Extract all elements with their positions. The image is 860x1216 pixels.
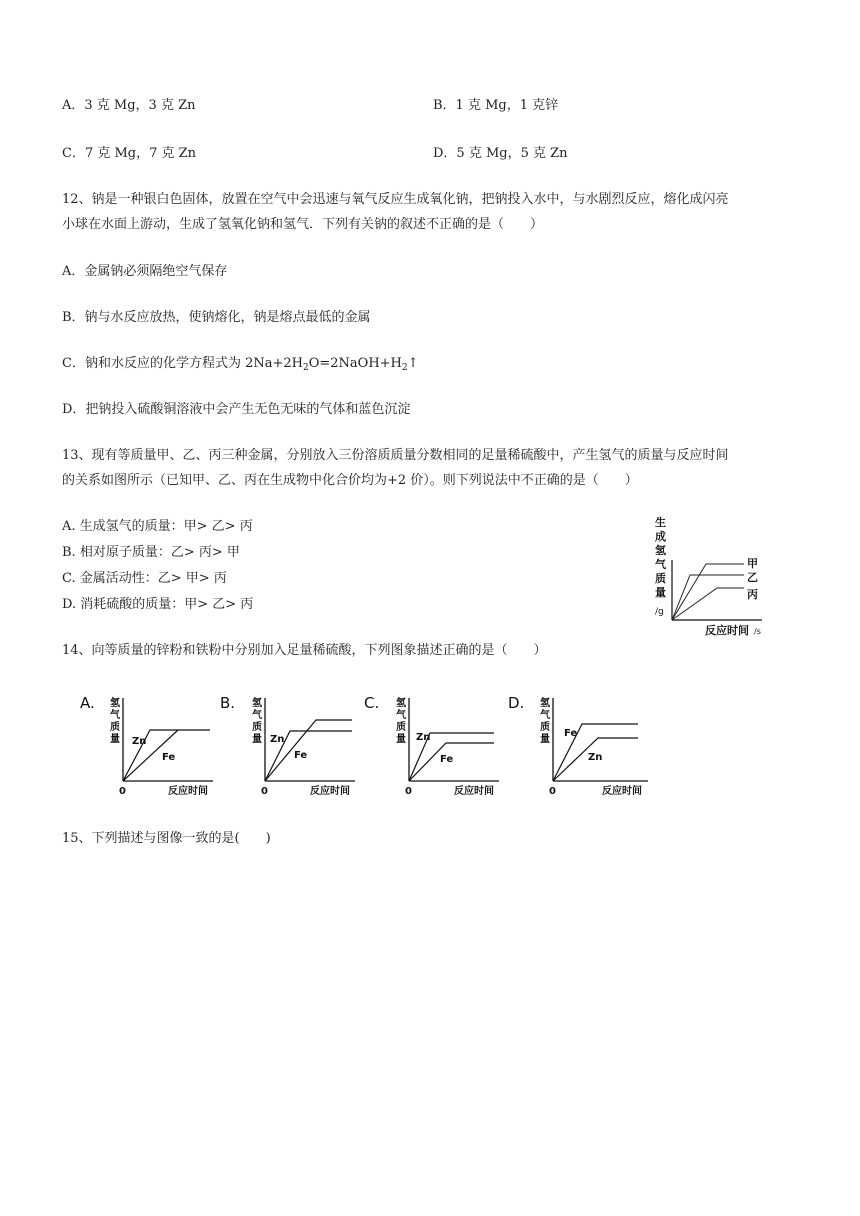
q14-graph-a-lower-label: Fe (162, 752, 176, 763)
q14-graph-b-y3: 质 (252, 722, 262, 733)
q13-stem-line2: 的关系如图所示（已知甲、乙、丙在生成物中化合价均为+2 价）。则下列说法中不正确的是（ ） (62, 473, 638, 488)
q13-x-unit: /s (754, 627, 761, 636)
q12-option-a: A．金属钠必须隔绝空气保存 (62, 264, 228, 279)
q14-graph-d-origin: 0 (549, 786, 556, 797)
q12-stem-line1: 12、钠是一种银白色固体，放置在空气中会迅速与氧气反应生成氧化钠，把钠投入水中，与水剧烈反应，熔化成闪亮 (62, 192, 729, 207)
q12-option-c-mid: O=2NaOH+H (308, 356, 402, 371)
q14-graph-d (506, 688, 656, 803)
q13-y-char-2: 成 (655, 530, 666, 543)
q14-graph-c (362, 688, 507, 803)
q12-option-c-prefix: C．钠和水反应的化学方程式为 2Na+2H (62, 356, 303, 371)
q13-series-jia: 甲 (747, 557, 758, 570)
q14-graph-c-origin: 0 (405, 786, 412, 797)
q14-graph-b (218, 688, 363, 803)
q14-graph-c-y4: 量 (396, 734, 406, 745)
q13-graph (650, 512, 775, 640)
q14-graph-a (78, 688, 223, 803)
q11-option-a: A．3 克 Mg，3 克 Zn (62, 98, 196, 113)
q14-graph-d-letter: D. (508, 694, 525, 712)
q13-y-char-3: 氢 (655, 544, 666, 557)
q15-stem: 15、下列描述与图像一致的是( ) (62, 831, 271, 846)
q14-graph-d-y1: 氢 (540, 698, 550, 709)
q14-graph-c-x-label: 反应时间 (454, 786, 494, 797)
q14-graph-c-lower-label: Fe (440, 754, 454, 765)
q12-option-c-arrow: ↑ (407, 356, 419, 371)
q13-stem-line1: 13、现有等质量甲、乙、丙三种金属，分别放入三份溶质质量分数相同的足量稀硫酸中，产生氢气的质量与反应时间 (62, 448, 729, 463)
q14-graph-d-x-label: 反应时间 (602, 786, 642, 797)
q12-option-c (62, 355, 419, 377)
q14-graph-a-y1: 氢 (110, 698, 120, 709)
q14-graph-b-line-upper (265, 720, 352, 781)
q14-graph-b-letter: B. (220, 694, 236, 712)
q14-graph-c-y3: 质 (396, 722, 406, 733)
q13-line-yi (672, 575, 744, 620)
q11-option-d: D．5 克 Mg，5 克 Zn (433, 146, 568, 161)
q11-option-c: C．7 克 Mg，7 克 Zn (62, 146, 197, 161)
q13-series-yi: 乙 (747, 571, 758, 584)
q14-graph-c-y1: 氢 (396, 698, 406, 709)
q14-graph-a-y4: 量 (110, 734, 120, 745)
q13-y-char-6: 量 (655, 586, 666, 599)
q14-graph-b-y2: 气 (252, 710, 262, 721)
q12-option-d: D．把钠投入硫酸铜溶液中会产生无色无味的气体和蓝色沉淀 (62, 402, 411, 417)
q14-graph-b-y1: 氢 (252, 698, 262, 709)
q14-graph-b-lower-label: Fe (294, 750, 308, 761)
q14-graph-b-y4: 量 (252, 734, 262, 745)
q13-option-b: B. 相对原子质量：乙> 丙> 甲 (62, 545, 240, 560)
q14-graph-d-y4: 量 (540, 734, 550, 745)
q14-graph-d-upper-label: Fe (564, 728, 578, 739)
q14-graph-d-y2: 气 (540, 710, 550, 721)
q13-option-a: A. 生成氢气的质量：甲> 乙> 丙 (62, 519, 253, 534)
q14-graph-a-y3: 质 (110, 722, 120, 733)
q13-series-bing: 丙 (747, 588, 758, 601)
q13-y-char-5: 质 (655, 572, 666, 585)
q12-option-c-subscript-2: 2 (401, 363, 408, 373)
q13-y-unit: /g (655, 607, 664, 617)
q14-graph-a-y2: 气 (110, 710, 120, 721)
q14-graph-b-origin: 0 (261, 786, 268, 797)
q12-option-c-subscript-1: 2 (302, 363, 309, 373)
q14-graph-a-x-label: 反应时间 (168, 786, 208, 797)
q14-graph-c-upper-label: Zn (416, 732, 431, 743)
q14-graph-a-origin: 0 (119, 786, 126, 797)
q14-graph-a-upper-label: Zn (132, 736, 147, 747)
q12-stem-line2: 小球在水面上游动，生成了氢氧化钠和氢气．下列有关钠的叙述不正确的是（ ） (62, 217, 544, 232)
q14-graph-c-y2: 气 (396, 710, 406, 721)
q13-option-c: C. 金属活动性：乙> 甲> 丙 (62, 571, 227, 586)
q14-stem: 14、向等质量的锌粉和铁粉中分别加入足量稀硫酸，下列图象描述正确的是（ ） (62, 643, 547, 658)
q14-graph-a-letter: A. (80, 694, 95, 712)
q13-option-d: D. 消耗硫酸的质量：甲> 乙> 丙 (62, 597, 254, 612)
q13-x-label: 反应时间 (705, 624, 749, 637)
q14-graph-d-lower-label: Zn (588, 752, 603, 763)
q14-graph-d-y3: 质 (540, 722, 550, 733)
q14-graph-b-x-label: 反应时间 (310, 786, 350, 797)
q14-graph-b-upper-label: Zn (270, 734, 285, 745)
q11-option-b: B．1 克 Mg，1 克锌 (433, 98, 559, 113)
q13-y-char-1: 生 (655, 516, 666, 529)
q12-option-b: B．钠与水反应放热，使钠熔化，钠是熔点最低的金属 (62, 310, 371, 325)
q14-graph-c-letter: C. (364, 694, 380, 712)
q13-y-char-4: 气 (655, 558, 666, 571)
